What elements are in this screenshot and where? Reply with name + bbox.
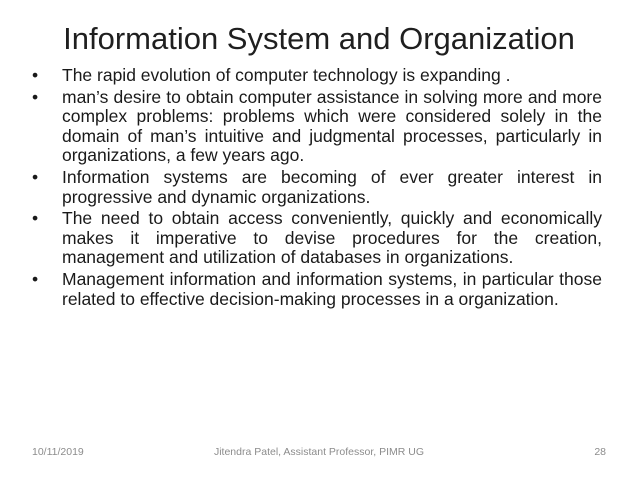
slide-title: Information System and Organization — [63, 21, 575, 56]
bullet-item — [32, 209, 602, 268]
bullet-dot: • — [32, 166, 39, 187]
bullet-list — [32, 66, 602, 311]
bullet-text: Information systems are becoming of ever greater interest in progressive and dynamic organizations. — [62, 166, 602, 207]
bullet-dot: • — [32, 86, 39, 107]
footer-author: Jitendra Patel, Assistant Professor, PIMR UG — [213, 446, 425, 458]
bullet-text: man’s desire to obtain computer assistance in solving more and more complex problems: problems which were considered solely in the domain of man’s intuitive and judgmental processes, particularly in organizations, a few years ago. — [62, 86, 602, 166]
bullet-text: The need to obtain access conveniently, quickly and economically makes it imperative to devise procedures for the creation, management and utilization of databases in organizations. — [62, 208, 602, 268]
bullet-item — [32, 270, 602, 309]
footer-page-number: 28 — [594, 446, 606, 458]
footer-date: 10/11/2019 — [32, 446, 84, 458]
bullet-text: Management information and information systems, in particular those related to effective decision-making processes in a organization. — [62, 268, 602, 309]
bullet-dot: • — [32, 65, 39, 85]
bullet-text: The rapid evolution of computer technology is expanding . — [62, 65, 511, 85]
bullet-dot: • — [32, 208, 39, 229]
bullet-dot: • — [32, 268, 39, 289]
bullet-item — [32, 168, 602, 207]
bullet-item — [32, 66, 602, 86]
bullet-item — [32, 88, 602, 166]
